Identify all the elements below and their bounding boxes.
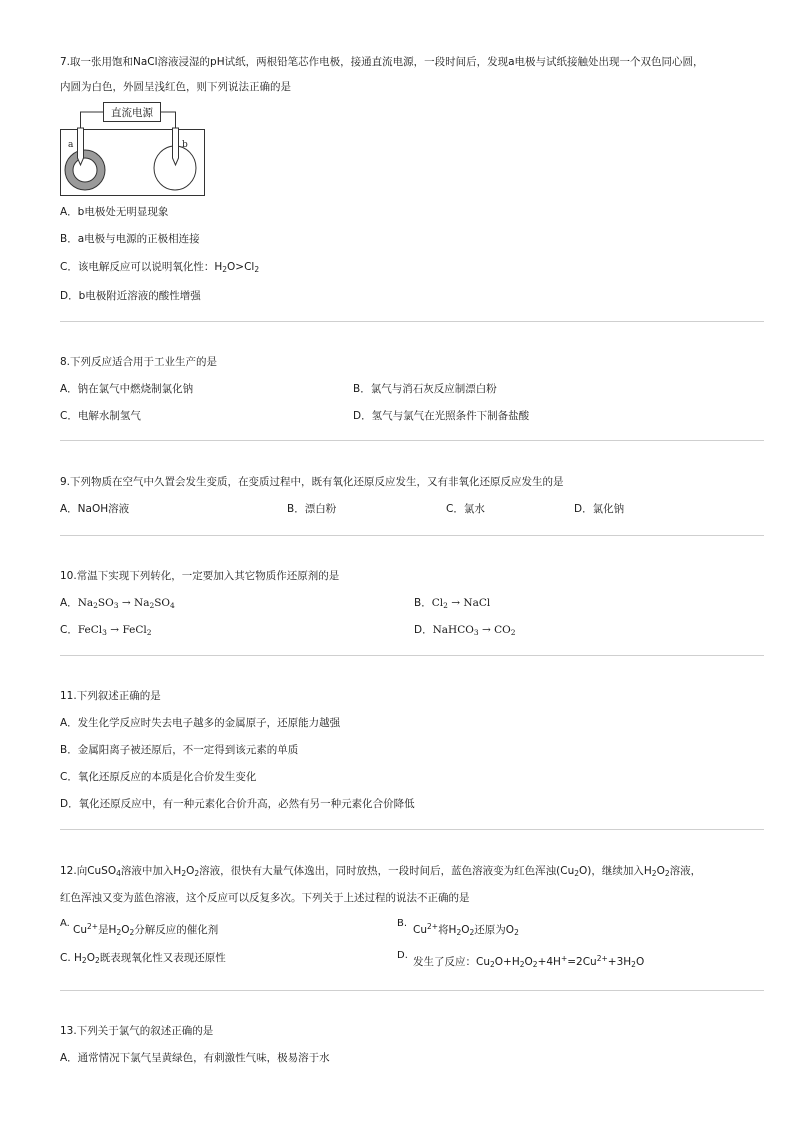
electrode-a bbox=[78, 128, 84, 165]
wire-a bbox=[81, 112, 104, 128]
q10-option-d: D．NaHCO$_3$ → $CO_2$ bbox=[414, 624, 516, 637]
q7-option-d: D．b电极附近溶液的酸性增强 bbox=[60, 290, 201, 302]
wire-b bbox=[161, 112, 176, 128]
q10-stem: 10.常温下实现下列转化，一定要加入其它物质作还原剂的是 bbox=[60, 570, 340, 582]
electrode-b-label: b bbox=[182, 140, 188, 150]
q12-option-d: 发生了反应：$Cu_2O+H_2O_2+4H^+=2Cu^{2+}+3H_2O$ bbox=[413, 954, 645, 969]
divider bbox=[60, 829, 764, 830]
q8-option-a: A．钠在氯气中燃烧制氯化钠 bbox=[60, 383, 194, 395]
divider bbox=[60, 440, 764, 441]
q7-option-c: C．该电解反应可以说明氧化性：$H_2O>Cl_2$ bbox=[60, 261, 260, 274]
electrode-b bbox=[173, 128, 179, 165]
q11-option-d: D．氧化还原反应中，有一种元素化合价升高，必然有另一种元素化合价降低 bbox=[60, 798, 415, 810]
q8-option-d: D．氢气与氯气在光照条件下制备盐酸 bbox=[353, 410, 530, 422]
inner-white-circle bbox=[73, 158, 97, 182]
q7-stem-line2: 内圆为白色，外圆呈浅红色，则下列说法正确的是 bbox=[60, 81, 291, 93]
q9-option-a: A．NaOH溶液 bbox=[60, 503, 130, 515]
q9-option-c: C．氯水 bbox=[446, 503, 485, 515]
q7-stem-line1: 7.取一张用饱和NaCl溶液浸湿的pH试纸，两根铅笔芯作电极，接通直流电源，一段时间后，发现a电极与试纸接触处出现一个双色同心圆， bbox=[60, 56, 704, 68]
q12-stem-line2: 红色浑浊又变为蓝色溶液，这个反应可以反复多次。下列关于上述过程的说法不正确的是 bbox=[60, 892, 470, 904]
electrode-a-label: a bbox=[68, 140, 74, 150]
q11-option-b: B．金属阳离子被还原后，不一定得到该元素的单质 bbox=[60, 744, 299, 756]
divider bbox=[60, 990, 764, 991]
q9-option-b: B．漂白粉 bbox=[287, 503, 337, 515]
q11-option-a: A．发生化学反应时失去电子越多的金属原子，还原能力越强 bbox=[60, 717, 341, 729]
q12-option-a: $Cu^{2+}$是$H_2O_2$分解反应的催化剂 bbox=[73, 922, 219, 937]
q11-option-c: C．氧化还原反应的本质是化合价发生变化 bbox=[60, 771, 257, 783]
divider bbox=[60, 321, 764, 322]
q8-stem: 8.下列反应适合用于工业生产的是 bbox=[60, 356, 218, 368]
q7-option-a: A．b电极处无明显现象 bbox=[60, 206, 169, 218]
electrolysis-diagram bbox=[60, 102, 206, 198]
q12-stem-line1: 12.向CuSO$_4$溶液中加入$H_2O_2$溶液，很快有大量气体逸出，同时放热，一段时间后，蓝色溶液变为红色浑浊$(Cu_2O)$，继续加入$H_2O_2$溶液， bbox=[60, 865, 702, 878]
divider bbox=[60, 535, 764, 536]
power-supply-label: 直流电源 bbox=[111, 107, 153, 119]
q9-option-d: D．氯化钠 bbox=[574, 503, 625, 515]
q8-option-c: C．电解水制氢气 bbox=[60, 410, 141, 422]
q9-stem: 9.下列物质在空气中久置会发生变质，在变质过程中，既有氧化还原反应发生，又有非氧化还原反应发生的是 bbox=[60, 476, 564, 488]
q7-option-b: B．a电极与电源的正极相连接 bbox=[60, 233, 200, 245]
q10-option-c: C．FeCl$_3$ → FeCl$_2$ bbox=[60, 624, 152, 637]
q10-option-a: A．$Na_2SO_3 \to Na_2SO_4$ bbox=[60, 597, 175, 610]
q12-option-c: C. $H_2O_2$既表现氧化性又表现还原性 bbox=[60, 952, 226, 965]
q12-option-b: $Cu^{2+}$将$H_2O_2$还原为$O_2$ bbox=[413, 922, 519, 937]
divider bbox=[60, 655, 764, 656]
q13-option-a: A．通常情况下氯气呈黄绿色，有刺激性气味，极易溶于水 bbox=[60, 1052, 330, 1064]
q10-option-b: B．$Cl_2$ → NaCl bbox=[414, 597, 491, 610]
q12-option-b-label: B. bbox=[397, 918, 408, 929]
q8-option-b: B．氯气与消石灰反应制漂白粉 bbox=[353, 383, 497, 395]
q12-option-a-label: A. bbox=[60, 918, 70, 929]
q11-stem: 11.下列叙述正确的是 bbox=[60, 690, 161, 702]
q13-stem: 13.下列关于氯气的叙述正确的是 bbox=[60, 1025, 214, 1037]
q12-option-d-label: D. bbox=[397, 950, 408, 961]
